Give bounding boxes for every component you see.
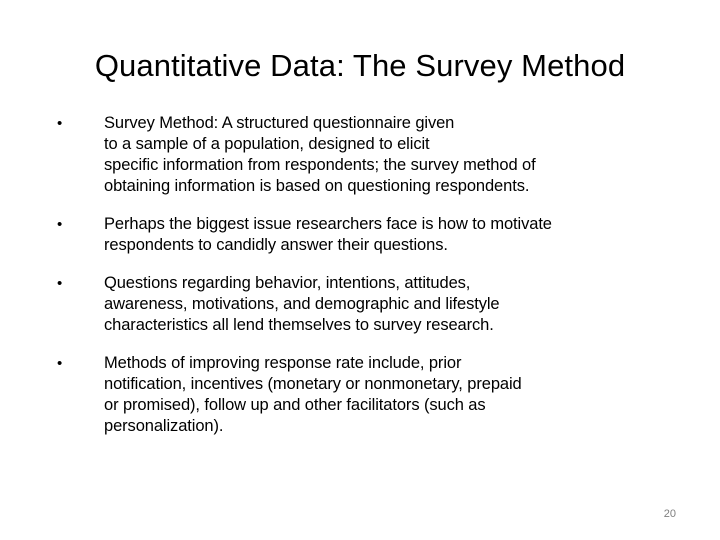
bullet-line: respondents to candidly answer their questions. xyxy=(104,236,448,254)
bullet-item-3 xyxy=(54,273,674,336)
bullet-line: Methods of improving response rate include, prior xyxy=(104,354,462,372)
bullet-line: or promised), follow up and other facilitators (such as xyxy=(104,396,486,414)
slide-title: Quantitative Data: The Survey Method xyxy=(94,48,626,83)
bullet-line: obtaining information is based on questioning respondents. xyxy=(104,177,530,195)
bullet-list xyxy=(54,113,674,454)
bullet-line: to a sample of a population, designed to elicit xyxy=(104,135,430,153)
page-number: 20 xyxy=(663,508,676,520)
bullet-line: personalization). xyxy=(104,417,224,435)
bullet-marker: • xyxy=(57,115,63,132)
bullet-line: Survey Method: A structured questionnaire given xyxy=(104,114,455,132)
bullet-line: characteristics all lend themselves to survey research. xyxy=(104,316,494,334)
bullet-line: specific information from respondents; the survey method of xyxy=(104,156,536,174)
bullet-line: notification, incentives (monetary or nonmonetary, prepaid xyxy=(104,375,522,393)
bullet-item-1 xyxy=(54,113,674,197)
bullet-marker: • xyxy=(57,355,63,372)
bullet-marker: • xyxy=(57,275,63,292)
bullet-line: awareness, motivations, and demographic and lifestyle xyxy=(104,295,500,313)
bullet-marker: • xyxy=(57,216,63,233)
bullet-line: Questions regarding behavior, intentions, attitudes, xyxy=(104,274,471,292)
bullet-item-2 xyxy=(54,214,674,256)
bullet-item-4 xyxy=(54,353,674,437)
bullet-line: Perhaps the biggest issue researchers face is how to motivate xyxy=(104,215,552,233)
